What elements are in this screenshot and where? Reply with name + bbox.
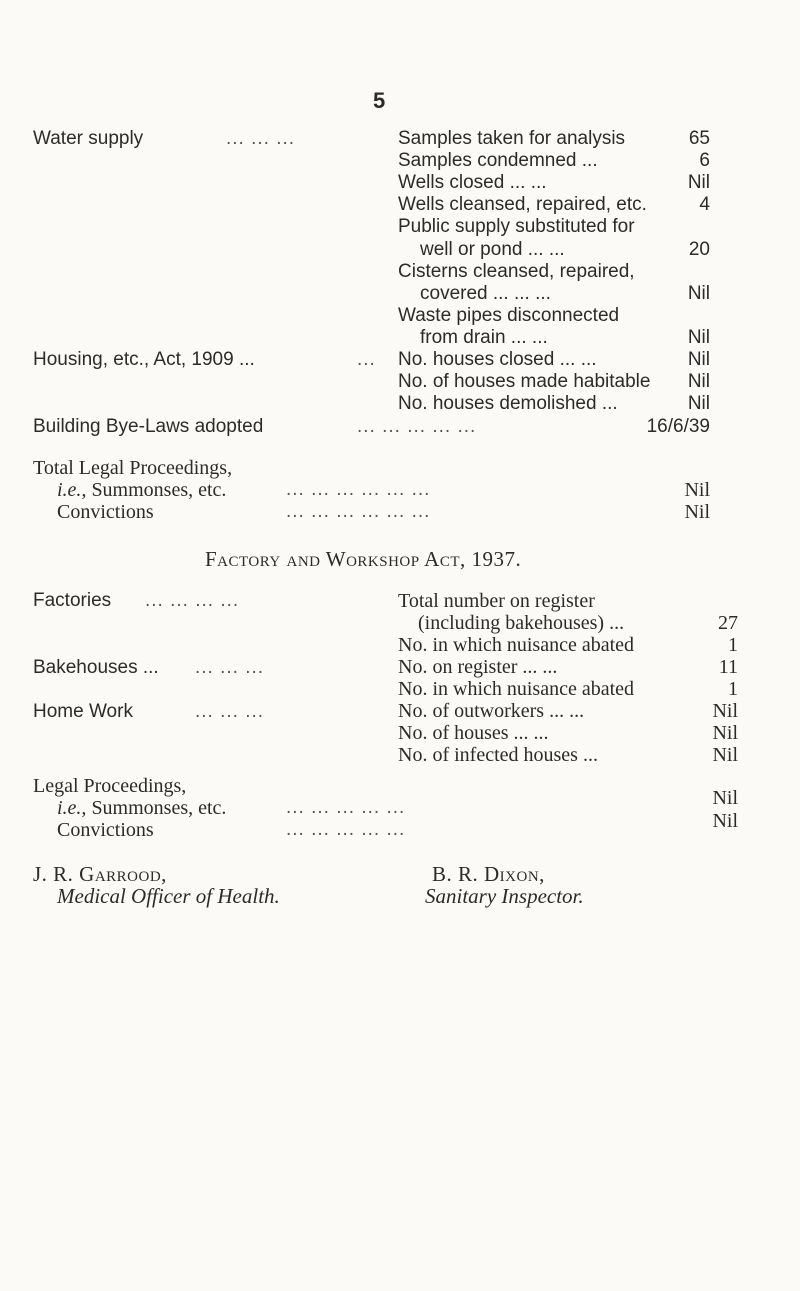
factory-heading-part2: Workshop Act, 1937. bbox=[325, 547, 522, 571]
factory-legal-dots3: ... ... ... ... ... bbox=[286, 819, 406, 840]
row-value: 4 bbox=[699, 194, 710, 215]
row-text: well or pond ... ... bbox=[420, 239, 565, 260]
homework-label: Home Work bbox=[33, 701, 133, 722]
row-value: 27 bbox=[718, 612, 738, 634]
factory-legal-value2: Nil bbox=[712, 787, 738, 809]
row-value: 1 bbox=[728, 634, 738, 656]
factory-heading bbox=[205, 547, 521, 572]
row-text: No. in which nuisance abated bbox=[398, 678, 635, 700]
housing-dots: ... bbox=[357, 349, 376, 370]
row-text: No. of houses ... ... bbox=[398, 722, 549, 744]
row-text: No. houses closed ... ... bbox=[398, 349, 597, 370]
bye-laws-dots: ... ... ... ... ... bbox=[357, 416, 477, 437]
row-value: Nil bbox=[687, 327, 710, 348]
row-text: Wells cleansed, repaired, etc. bbox=[398, 194, 647, 215]
row-value: 6 bbox=[699, 150, 710, 171]
factory-legal-line1: Legal Proceedings, bbox=[33, 775, 187, 797]
row-value: Nil bbox=[687, 393, 710, 414]
row-value: Nil bbox=[687, 283, 710, 304]
legal-dots2: ... ... ... ... ... ... bbox=[286, 479, 431, 500]
bye-laws-value: 16/6/39 bbox=[646, 416, 710, 437]
row-value: Nil bbox=[687, 349, 710, 370]
factories-label: Factories bbox=[33, 590, 112, 611]
ie-abbrev: i.e., bbox=[57, 797, 87, 819]
signature-left-title: Medical Officer of Health. bbox=[57, 884, 280, 908]
row-text: No. of infected houses ... bbox=[398, 744, 598, 766]
water-supply-label: Water supply bbox=[33, 128, 144, 149]
ie-abbrev: i.e., bbox=[57, 479, 87, 501]
row-value: 1 bbox=[728, 678, 738, 700]
row-text: Samples condemned ... bbox=[398, 150, 598, 171]
factory-legal-dots2: ... ... ... ... ... bbox=[286, 797, 406, 818]
housing-label: Housing, etc., Act, 1909 ... bbox=[33, 349, 255, 370]
row-text: Public supply substituted for bbox=[398, 216, 635, 237]
row-value: 11 bbox=[718, 656, 738, 678]
row-value: 65 bbox=[688, 128, 710, 149]
legal-dots3: ... ... ... ... ... ... bbox=[286, 501, 431, 522]
row-text: Waste pipes disconnected bbox=[398, 305, 620, 326]
row-text: No. on register ... ... bbox=[398, 656, 558, 678]
signature-left-name: J. R. Garrood, bbox=[33, 862, 167, 886]
row-text: from drain ... ... bbox=[420, 327, 548, 348]
legal-line3: Convictions bbox=[57, 501, 154, 523]
row-text: covered ... ... ... bbox=[420, 283, 551, 304]
page-number: 5 bbox=[373, 88, 386, 113]
homework-dots: ... ... ... bbox=[195, 701, 265, 722]
factory-legal-line3: Convictions bbox=[57, 819, 154, 841]
row-value: Nil bbox=[712, 722, 738, 744]
row-text: Samples taken for analysis bbox=[398, 128, 626, 149]
row-text: Total number on register bbox=[398, 590, 595, 612]
legal-line1: Total Legal Proceedings, bbox=[33, 457, 233, 479]
factories-dots: ... ... ... ... bbox=[145, 590, 240, 611]
legal-value2: Nil bbox=[684, 479, 710, 501]
legal-line2 bbox=[57, 479, 226, 502]
row-text: Cisterns cleansed, repaired, bbox=[398, 261, 635, 282]
row-text: No. of houses made habitable bbox=[398, 371, 651, 392]
bakehouses-dots: ... ... ... bbox=[195, 657, 265, 678]
bakehouses-label: Bakehouses ... bbox=[33, 657, 159, 678]
signature-right-title: Sanitary Inspector. bbox=[425, 884, 584, 908]
row-text: No. of outworkers ... ... bbox=[398, 700, 585, 722]
factory-heading-part1: Factory and bbox=[205, 547, 321, 571]
factory-legal-line2-rest: Summonses, etc. bbox=[86, 797, 227, 819]
row-text: No. in which nuisance abated bbox=[398, 634, 635, 656]
row-value: Nil bbox=[687, 172, 710, 193]
row-text: (including bakehouses) ... bbox=[418, 612, 625, 634]
water-supply-dots: ... ... ... bbox=[226, 128, 296, 149]
legal-value3: Nil bbox=[684, 501, 710, 523]
bye-laws-label: Building Bye-Laws adopted bbox=[33, 416, 264, 437]
factory-legal-line2 bbox=[57, 797, 226, 820]
legal-line2-rest: Summonses, etc. bbox=[86, 479, 227, 501]
signature-right-name: B. R. Dixon, bbox=[432, 862, 545, 886]
factory-legal-value3: Nil bbox=[712, 810, 738, 832]
row-text: No. houses demolished ... bbox=[398, 393, 618, 414]
row-value: Nil bbox=[687, 371, 710, 392]
row-text: Wells closed ... ... bbox=[398, 172, 547, 193]
row-value: Nil bbox=[712, 744, 738, 766]
row-value: Nil bbox=[712, 700, 738, 722]
row-value: 20 bbox=[688, 239, 710, 260]
